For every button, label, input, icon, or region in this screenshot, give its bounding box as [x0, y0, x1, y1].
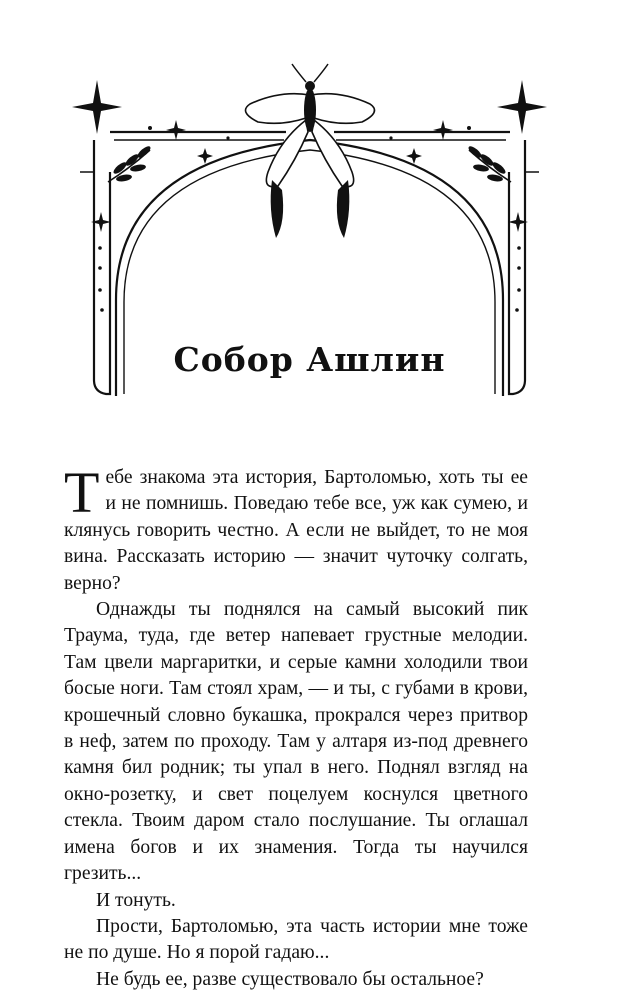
paragraph-5: Не будь ее, разве существовало бы остальное? — [96, 968, 484, 990]
paragraph-1-text: ебе знакома эта история, Бартоломью, хоть ты ее и не помнишь. Поведаю тебе все, уж как сумею, и клянусь говорить честно. А если не выйдет, то не моя вина. Рассказать историю — значит чуточку солгать, верно? — [64, 467, 528, 594]
paragraph-4: Прости, Бартоломью, эта часть истории мне тоже не по душе. Но я порой гадаю... — [64, 915, 528, 964]
paragraph-2: Однажды ты поднялся на самый высокий пик Траума, туда, где ветер напевает грустные мелодии. Там цвели маргаритки, и серые камни холодили твои босые ноги. Там стоял храм, — и ты, с губами в крови, крошечный словно букашка, прокрался через притвор в неф, затем по проходу. Там у алтаря из-под древнего камня бил родник; ты упал в него. Поднял взгляд на окно-розетку, и свет поцелуем коснулся цветного стекла. Твоим даром стало послушание. Ты оглашал имена богов и их знамения. Тогда ты научился грезить... — [64, 599, 528, 885]
chapter-body — [64, 460, 528, 993]
paragraph-1 — [64, 460, 528, 597]
drop-cap: Т — [64, 460, 100, 525]
chapter-title: Собор Ашлин — [173, 340, 446, 379]
paragraph-3: И тонуть. — [96, 889, 176, 911]
